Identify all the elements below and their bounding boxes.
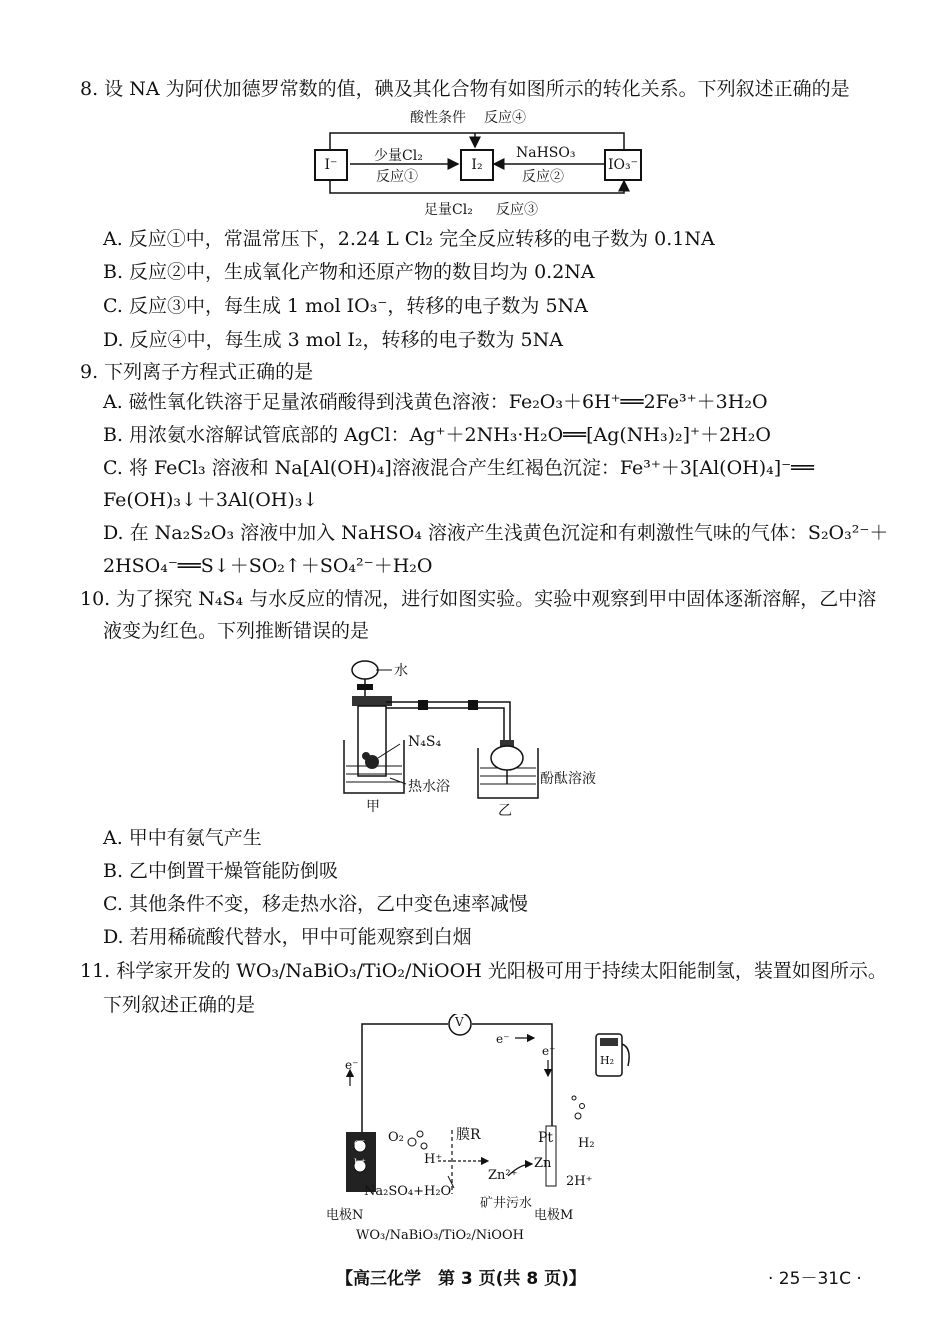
q9-option-a: A. 磁性氧化铁溶于足量浓硝酸得到浅黄色溶液：Fe₂O₃＋6H⁺══2Fe³⁺＋3H₂O (103, 391, 768, 413)
q10-option-a: A. 甲中有氨气产生 (103, 827, 262, 849)
q10-option-c: C. 其他条件不变，移走热水浴，乙中变色速率减慢 (103, 893, 528, 915)
q8-option-d: D. 反应④中，每生成 3 mol I₂，转移的电子数为 5NA (103, 329, 563, 351)
q11-2h-plus-label: 2H⁺ (566, 1174, 593, 1189)
q10-stem-line2: 液变为红色。下列推断错误的是 (103, 620, 370, 642)
q8-option-b: B. 反应②中，生成氧化产物和还原产物的数目均为 0.2NA (103, 261, 595, 283)
q9-option-c: C. 将 FeCl₃ 溶液和 Na[Al(OH)₄]溶液混合产生红褐色沉淀：Fe³⁺＋3[Al(OH)₄]⁻══ (103, 457, 815, 479)
q10-label-hot-water-bath: 热水浴 (408, 779, 450, 795)
q8-box-iodide: I⁻ (314, 149, 348, 181)
q11-membrane-label: 膜R (456, 1127, 481, 1143)
q11-e-right: e⁻ (542, 1044, 556, 1058)
q8-diagram (312, 107, 642, 219)
q11-electrode-m-label: 电极M (534, 1208, 574, 1223)
q8-stem: 8. 设 NA 为阿伏加德罗常数的值，碘及其化合物有如图所示的转化关系。下列叙述正确的是 (80, 78, 850, 100)
q8-arrow1-top: 少量Cl₂ (374, 148, 423, 164)
q11-stem-line1: 11. 科学家开发的 WO₃/NaBiO₃/TiO₂/NiOOH 光阳极可用于持续太阳能制氢，装置如图所示。 (80, 960, 887, 982)
q11-zn-label: Zn (534, 1156, 552, 1171)
q8-top-label-1: 酸性条件 (410, 110, 466, 126)
q8-box-iodate: IO₃⁻ (604, 149, 642, 181)
q11-pt-label: Pt (538, 1130, 554, 1146)
q11-electrode-n-label: 电极N (326, 1208, 364, 1223)
q10-label-solid: N₄S₄ (408, 734, 442, 750)
page-footer-title: 【高三化学 第 3 页(共 8 页)】 (336, 1269, 586, 1289)
q8-option-a: A. 反应①中，常温常压下，2.24 L Cl₂ 完全反应转移的电子数为 0.1NA (103, 228, 715, 250)
q9-stem: 9. 下列离子方程式正确的是 (80, 361, 314, 383)
q8-bottom-label-2: 反应③ (496, 202, 538, 218)
q8-bottom-label-1: 足量Cl₂ (424, 202, 473, 218)
q10-label-water: 水 (394, 663, 408, 679)
q8-top-label-2: 反应④ (484, 110, 526, 126)
q11-h-plus-label: H⁺ (424, 1152, 443, 1167)
q11-hole-mark: h⁺ (354, 1158, 366, 1169)
q10-stem-line1: 10. 为了探究 N₄S₄ 与水反应的情况，进行如图实验。实验中观察到甲中固体逐渐溶解，乙中溶 (80, 588, 877, 610)
q11-photoanode-label: WO₃/NaBiO₃/TiO₂/NiOOH (356, 1228, 524, 1243)
q11-electrolyte-label: Na₂SO₄+H₂O (364, 1184, 452, 1199)
q9-option-c-cont: Fe(OH)₃↓＋3Al(OH)₃↓ (103, 489, 319, 511)
q8-arrow1-bottom: 反应① (376, 169, 418, 185)
q11-voltmeter-label: V (455, 1015, 464, 1029)
q11-e-left: e⁻ (345, 1058, 359, 1072)
q10-label-indicator: 酚酞溶液 (540, 771, 596, 787)
q10-label-yi: 乙 (498, 803, 512, 819)
q8-arrow2-top: NaHSO₃ (516, 145, 576, 161)
q11-h2-label: H₂ (578, 1136, 595, 1151)
q10-apparatus-drawing (330, 648, 630, 816)
q11-cell-diagram (320, 1014, 640, 1250)
q11-mine-water-label: 矿井污水 (480, 1196, 533, 1211)
q10-option-b: B. 乙中倒置干燥管能防倒吸 (103, 860, 339, 882)
page-footer-code: · 25－31C · (768, 1269, 862, 1289)
q9-option-d: D. 在 Na₂S₂O₃ 溶液中加入 NaHSO₄ 溶液产生浅黄色沉淀和有刺激性气味的气体：S₂O₃²⁻＋ (103, 522, 889, 544)
q11-o2-label: O₂ (388, 1130, 404, 1145)
q11-pump-h2: H₂ (600, 1054, 615, 1067)
q10-label-jia: 甲 (366, 799, 380, 815)
q11-e-top: e⁻ (496, 1032, 510, 1046)
q9-option-d-cont: 2HSO₄⁻══S↓＋SO₂↑＋SO₄²⁻＋H₂O (103, 555, 433, 577)
q11-electron-mark: e⁻ (354, 1138, 366, 1149)
q8-arrow2-bottom: 反应② (522, 169, 564, 185)
q11-zn2-label: Zn²⁺ (488, 1168, 518, 1183)
q11-stem-line2: 下列叙述正确的是 (103, 994, 256, 1016)
q8-box-iodine: I₂ (460, 149, 494, 181)
q10-apparatus-diagram (330, 648, 630, 819)
q9-option-b: B. 用浓氨水溶解试管底部的 AgCl：Ag⁺＋2NH₃·H₂O══[Ag(NH₃)₂]⁺＋2H₂O (103, 424, 771, 446)
q10-option-d: D. 若用稀硫酸代替水，甲中可能观察到白烟 (103, 926, 472, 948)
q8-option-c: C. 反应③中，每生成 1 mol IO₃⁻，转移的电子数为 5NA (103, 295, 588, 317)
